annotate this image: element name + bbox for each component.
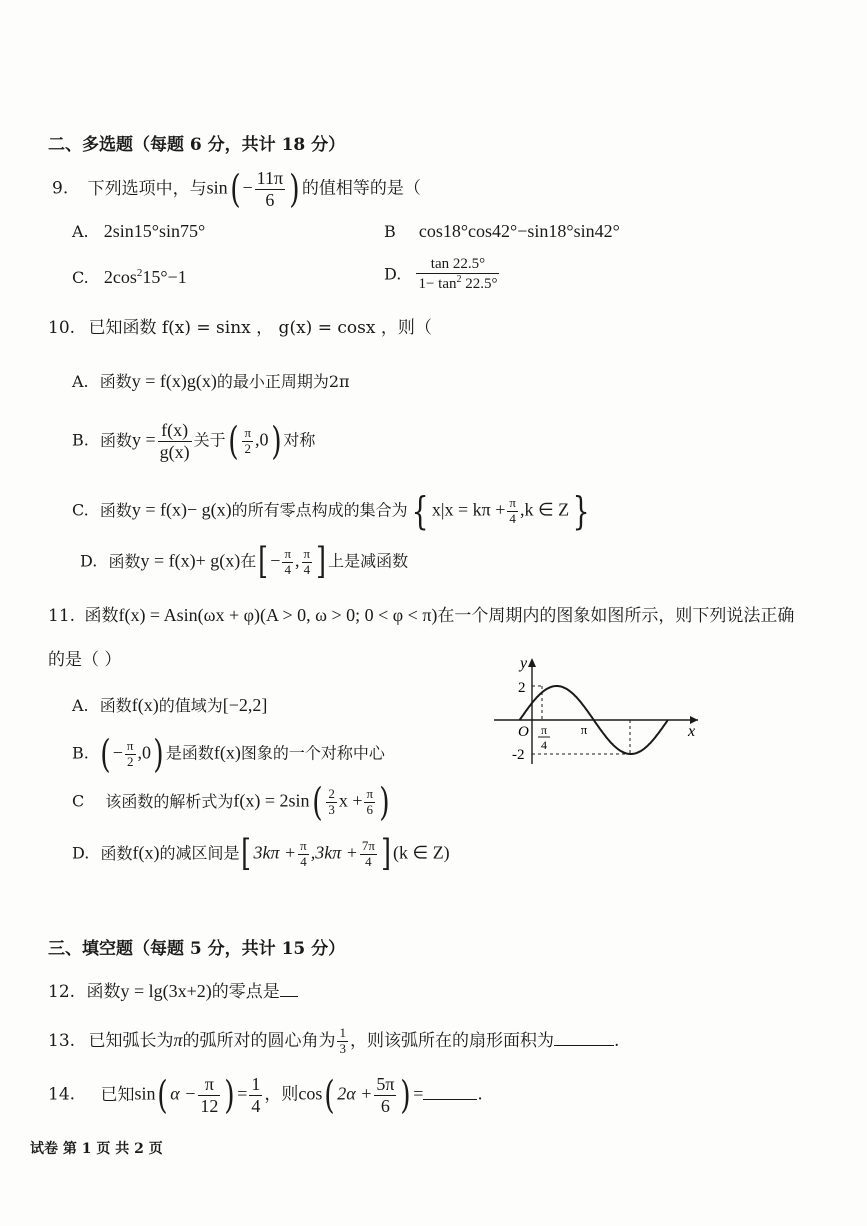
question-11-line2: 的是（ ） [48, 650, 122, 670]
y-axis-arrow [528, 658, 536, 667]
option-label: D. [384, 264, 402, 284]
question-number: 12. [48, 982, 76, 1002]
option-label: D. [72, 843, 90, 863]
option-b [384, 222, 620, 240]
fraction: $\frac{f(x)}{g(x)}$ [159, 420, 190, 462]
option-label: A. [72, 372, 89, 391]
option-d: D. 函数f(x)的减区间是[ 3kπ + $\frac{\pi}{4}$ ,3kπ + $\frac{7\pi}{4}$ ] (k ∈ Z) [72, 833, 450, 874]
section-header-multiple-choice: 二、多选题（每题 6 分，共计 18 分） [48, 135, 346, 155]
tick-pi: π [580, 722, 588, 737]
option-text: $2\cos^215^\circ-1$ [103, 267, 187, 287]
answer-blank[interactable] [280, 996, 298, 997]
answer-blank[interactable] [423, 1099, 477, 1100]
fraction: $\frac{11\pi}{6}$ [256, 168, 284, 210]
option-text: 2sin15°sin75° [103, 221, 206, 241]
question-stem: 已知函数 f(x) = sinx ， g(x) = cosx ，则（ [88, 318, 432, 338]
math-expr: y = f(x)g(x) [131, 371, 217, 391]
option-label: B [384, 222, 396, 241]
option-c: C. 函数y = f(x)− g(x)的所有零点构成的集合为{ x|x = kπ + $\frac{\pi}{4}$ ,k ∈ Z} [72, 489, 590, 533]
question-12: 12. 函数y = lg(3x+2)的零点是 [48, 982, 298, 1001]
option-c: C 该函数的解析式为f(x) = 2sin( $\frac{2}{3}$ x + $\frac{\pi}{6}$ ) [72, 780, 390, 824]
y-top-label: 2 [518, 680, 526, 696]
question-stem: 下列选项中，与 [87, 178, 207, 199]
option-d [384, 256, 501, 294]
sine-graph [490, 652, 705, 770]
option-c [72, 268, 187, 286]
x-axis-label: x [688, 723, 696, 740]
option-a [72, 222, 205, 240]
question-stem: 在一个周期内的图象如图所示，则下列说法正确 [437, 606, 795, 626]
question-number: 14. [48, 1084, 76, 1105]
question-number: 10. [48, 318, 76, 338]
origin-label: O [518, 724, 529, 740]
question-14: 14. 已知sin( α − $\frac{\pi}{12}$ ) = $\frac{1}{4}$ ，则cos( 2α + $\frac{5\pi}{6}$ ) = . [48, 1073, 483, 1118]
y-bottom-label: -2 [512, 747, 525, 763]
option-a: A. 函数y = f(x)g(x)的最小正周期为2π [72, 371, 350, 391]
option-b: B. 函数y = $\frac{f(x)}{g(x)}$ 关于( $\frac{\pi}{2}$ ,0) 对称 [72, 419, 316, 464]
page-footer: 试卷 第 1 页 共 2 页 [30, 1141, 163, 1157]
answer-blank[interactable] [554, 1045, 614, 1046]
option-label: D. [80, 551, 98, 571]
option-label: A. [72, 222, 89, 241]
option-text: 的最小正周期为2π [216, 372, 350, 391]
question-11: 11. 函数f(x) = Asin(ωx + φ)(A > 0, ω > 0; 0 < φ < π)在一个周期内的图象如图所示，则下列说法正确 [48, 605, 795, 626]
y-axis-label: y [520, 655, 528, 672]
option-label: C. [72, 500, 89, 520]
math-expr: y = lg(3x+2) [120, 981, 212, 1001]
option-d: D. 函数y = f(x)+ g(x)在[ − $\frac{\pi}{4}$ , $\frac{\pi}{4}$ ] 上是减函数 [80, 541, 409, 582]
option-text: cos18°cos42°−sin18°sin42° [418, 221, 620, 241]
option-label: B. [72, 430, 89, 450]
question-9: 9. 下列选项中，与sin( − $\frac{11\pi}{6}$ ) 的值相等的是（ [52, 167, 421, 212]
question-stem-suffix: 的值相等的是（ [301, 178, 421, 199]
tick-pi-over-4-den: 4 [541, 738, 547, 752]
option-b: B. ( − $\frac{\pi}{2}$ ,0) 是函数f(x)图象的一个对称中心 [72, 732, 385, 776]
option-fraction: $\frac{\tan 22.5^\circ}{1- \tan^2 22.5^\circ}$ [418, 256, 498, 293]
section-header-fill-blank: 三、填空题（每题 5 分，共计 15 分） [48, 939, 346, 959]
option-label: C [72, 791, 85, 811]
tick-pi-over-4-num: π [540, 723, 548, 737]
math-expr: f(x) = Asin(ωx + φ)(A > 0, ω > 0; 0 < φ < π) [118, 605, 438, 625]
question-number: 9. [52, 178, 69, 199]
math-func: sin [206, 177, 228, 198]
question-10 [48, 320, 432, 337]
option-label: B. [72, 743, 89, 763]
option-label: C. [72, 268, 89, 287]
option-label: A. [72, 696, 89, 715]
math-minus: − [242, 177, 253, 198]
option-a: A. 函数f(x)的值域为[−2,2] [72, 695, 268, 715]
question-13: 13. 已知弧长为π的弧所对的圆心角为 $\frac{1}{3}$ ，则该弧所在的扇形面积为 . [48, 1025, 620, 1056]
question-number: 11. [48, 606, 76, 626]
question-number: 13. [48, 1030, 76, 1051]
